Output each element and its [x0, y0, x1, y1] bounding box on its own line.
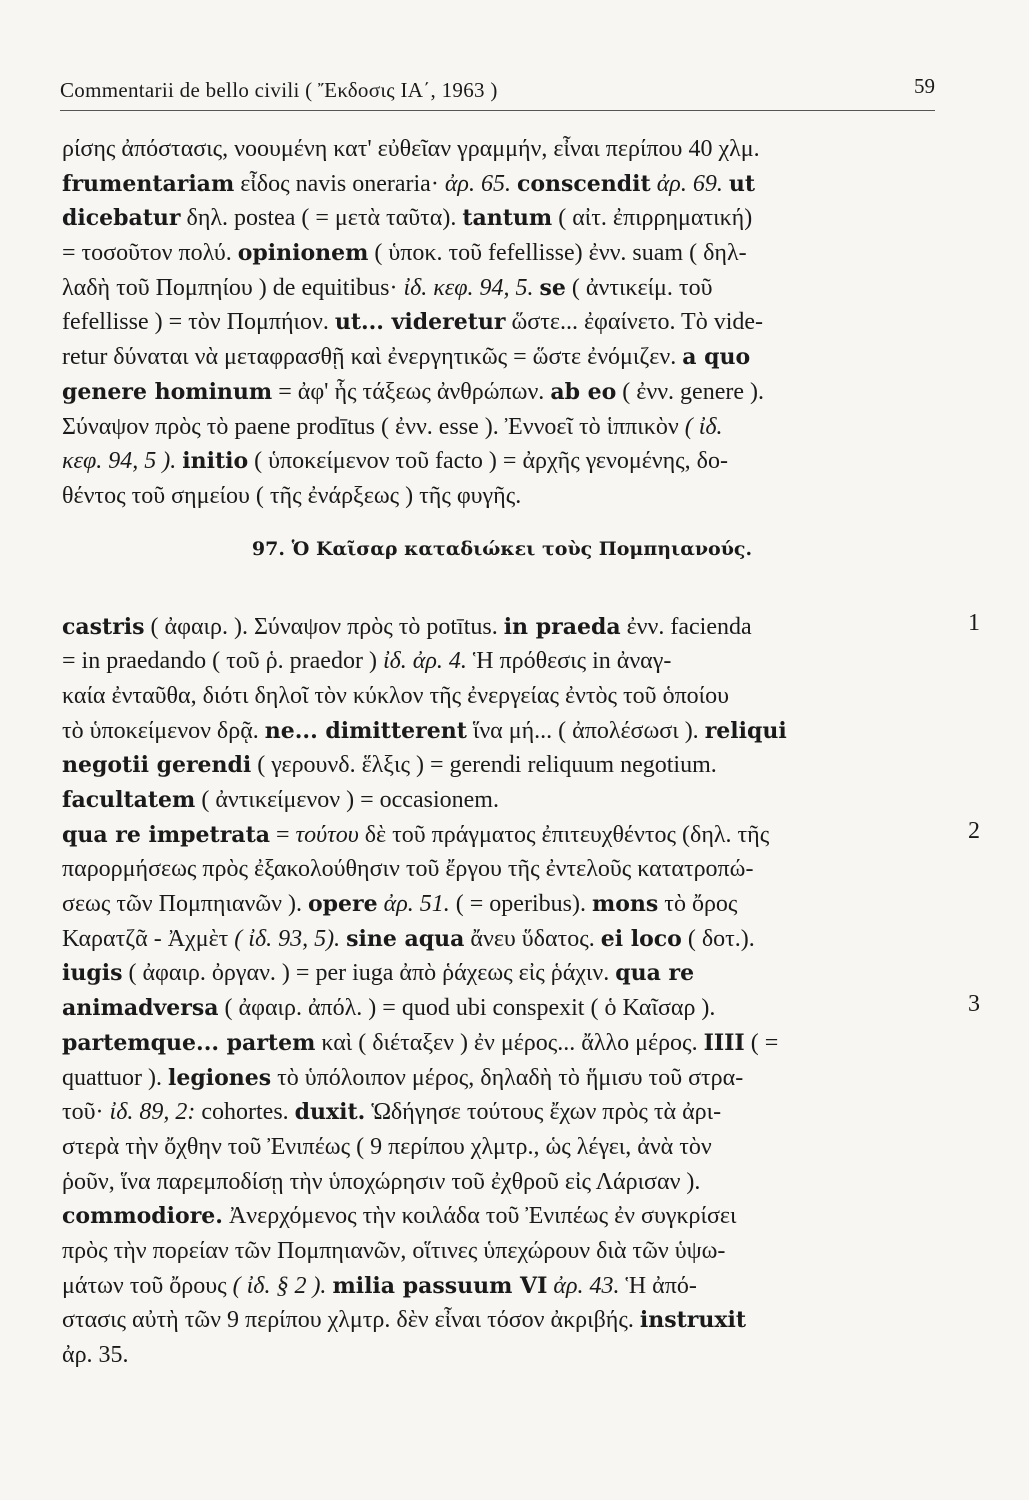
text-line [62, 714, 922, 749]
text-segment: ( ἀφαιρ. ). Σύναψον πρὸς τὸ potītus. [144, 613, 504, 640]
text-segment: ἄνευ ὕδατος. [464, 925, 601, 952]
lemma: facultatem [62, 787, 196, 813]
text-segment: retur δύναται νὰ μεταφρασθῇ καὶ ἐνεργητικῶς = ὥστε ἐνόμιζεν. [62, 344, 683, 371]
text-line [62, 783, 922, 818]
text-line [62, 1338, 922, 1373]
text-segment: λαδὴ τοῦ Πομπηίου ) de equitibus· [62, 274, 404, 301]
text-segment: ῥοῦν, ἵνα παρεμποδίσῃ τὴν ὑποχώρησιν τοῦ ἐχθροῦ εἰς Λάρισαν ). [62, 1168, 701, 1195]
text-line [62, 201, 922, 236]
text-segment: τὸ ὄρος [658, 891, 738, 918]
text-line [62, 479, 922, 514]
text-segment: fefellisse ) = τὸν Πομπήιον. [62, 309, 335, 336]
text-segment: ( ἐνν. genere ). [616, 378, 764, 405]
lemma: dicebatur [62, 205, 181, 232]
text-segment: τὸ ὑποκείμενον δρᾷ. [62, 717, 265, 744]
text-segment: cohortes. [195, 1099, 295, 1126]
lemma: commodiore. [62, 1203, 223, 1230]
lemma: iugis [62, 960, 123, 987]
text-line [62, 644, 922, 679]
text-segment: ( = [744, 1029, 779, 1056]
text-segment: ἐνν. facienda [620, 613, 752, 640]
lemma: sine aqua [346, 925, 465, 952]
lemma: tantum [462, 205, 553, 232]
text-segment: καία ἐνταῦθα, διότι δηλοῖ τὸν κύκλον τῆς ἐνεργείας ἐντὸς τοῦ ὁποίου [62, 682, 730, 709]
text-segment: ὥστε... ἐφαίνετο. Τὸ vide- [505, 309, 764, 336]
lemma: duxit. [294, 1099, 366, 1126]
text-line [62, 1303, 922, 1338]
lemma: se [539, 274, 566, 301]
text-line [62, 1165, 922, 1200]
text-line [62, 340, 922, 375]
text-segment: ( ὑποκείμενον τοῦ facto ) = ἀρχῆς γενομένης, δο- [248, 448, 728, 475]
reference: ( ἰδ. 93, 5). [234, 925, 341, 952]
reference: κεφ. 94, 5 ). [62, 448, 177, 475]
paragraph-2 [62, 609, 980, 1373]
text-segment: ( ἀφαιρ. ὀργαν. ) = per iuga ἀπὸ ῥάχεως εἰς ῥάχιν. [122, 960, 616, 987]
lemma: opere [308, 891, 378, 918]
text-line [62, 991, 922, 1026]
text-segment: θέντος τοῦ σημείου ( τῆς ἐνάρξεως ) τῆς φυγῆς. [62, 482, 522, 509]
lemma: instruxit [639, 1307, 746, 1334]
text-segment: σεως τῶν Πομπηιανῶν ). [62, 891, 308, 918]
text-line [62, 236, 922, 271]
text-segment: Σύναψον πρὸς τὸ paene prodītus ( ἐνν. esse ). Ἐννοεῖ τὸ ἱππικὸν [62, 413, 685, 440]
text-line [62, 167, 922, 202]
lemma: animadversa [62, 995, 219, 1022]
text-segment: ( = operibus). [449, 891, 592, 918]
margin-section-number: 3 [968, 991, 980, 1018]
lemma: milia passuum VI [332, 1272, 548, 1299]
text-segment: = τοσοῦτον πολύ. [62, 240, 238, 267]
text-segment: = in praedando ( τοῦ ῥ. praedor ) [62, 648, 383, 675]
lemma: reliqui [704, 717, 787, 744]
text-segment: ρίσης ἀπόστασις, νοουμένη κατ' εὐθεῖαν γραμμήν, εἶναι περίπου 40 χλμ. [62, 136, 760, 162]
text-line [62, 679, 922, 714]
text-segment: πρὸς τὴν πορείαν τῶν Πομπηιανῶν, οἵτινες ὑπεχώρουν διὰ τῶν ὑψω- [62, 1237, 726, 1264]
text-segment: ( γερουνδ. ἕλξις ) = gerendi reliquum negotium. [251, 752, 717, 779]
text-segment: τὸ ὑπόλοιπον μέρος, δηλαδὴ τὸ ἥμισυ τοῦ στρα- [271, 1064, 744, 1091]
text-segment: Ἀνερχόμενος τὴν κοιλάδα τοῦ Ἐνιπέως ἐν συγκρίσει [222, 1203, 737, 1230]
text-segment: μάτων τοῦ ὄρους [62, 1272, 233, 1299]
lemma: ut... videretur [334, 309, 506, 336]
running-header [60, 70, 935, 111]
text-segment: ( ἀντικείμενον ) = occasionem. [195, 787, 499, 813]
text-line [62, 444, 922, 479]
reference: ἰδ. 89, 2: [109, 1099, 196, 1126]
text-segment: τοῦ· [62, 1099, 110, 1126]
text-line [62, 922, 922, 957]
lemma: ei loco [600, 925, 682, 952]
text-line [62, 818, 922, 853]
text-segment: ( αἰτ. ἐπιρρηματική) [552, 205, 753, 232]
reference: ἀρ. 43. [553, 1272, 620, 1299]
text-line [62, 132, 922, 167]
text-line [62, 1269, 922, 1304]
text-line [62, 956, 922, 991]
text-segment: quattuor ). [62, 1064, 168, 1091]
text-segment: Ἡ πρόθεσις in ἀναγ- [466, 648, 672, 675]
text-segment: ( ἀφαιρ. ἀπόλ. ) = quod ubi conspexit ( ὁ Καῖσαρ ). [218, 995, 716, 1022]
reference: ἰδ. ἀρ. 4. [382, 648, 467, 675]
reference: ( ἰδ. § 2 ). [232, 1272, 327, 1299]
text-line [62, 375, 922, 410]
margin-section-number: 2 [968, 817, 980, 844]
text-segment: δηλ. postea ( = μετὰ ταῦτα). [180, 205, 463, 232]
lemma: a quo [682, 344, 751, 371]
text-segment: στασις αὐτὴ τῶν 9 περίπου χλμτρ. δὲν εἶναι τόσον ἀκριβής. [62, 1307, 640, 1334]
text-segment: καὶ ( διέταξεν ) ἐν μέρος... ἄλλο μέρος. [315, 1029, 704, 1056]
lemma: negotii gerendi [62, 752, 252, 779]
lemma: IIII [703, 1029, 745, 1056]
text-segment: παρορμήσεως πρὸς ἐξακολούθησιν τοῦ ἔργου τῆς ἐντελοῦς κατατροπώ- [62, 856, 754, 883]
body-text [62, 132, 980, 1373]
lemma: frumentariam [62, 170, 235, 197]
lemma: conscendit [516, 170, 651, 197]
reference: ἀρ. 65. [444, 170, 511, 197]
lemma: legiones [167, 1064, 272, 1091]
text-segment: = [269, 821, 296, 848]
lemma: castris [62, 613, 145, 640]
text-segment: Ἡ ἀπό- [619, 1272, 697, 1299]
text-segment: Ὡδήγησε τούτους ἔχων πρὸς τὰ ἀρι- [365, 1099, 722, 1126]
lemma: partemque... partem [62, 1029, 316, 1056]
text-line [62, 410, 922, 445]
reference: ( ἰδ. [684, 413, 723, 440]
text-segment: εἶδος navis oneraria· [234, 170, 445, 197]
text-segment: ( ὑποκ. τοῦ fefellisse) ἐνν. suam ( δηλ- [368, 240, 747, 267]
running-title: Commentarii de bello civili ( Ἔκδοσις ΙΑ΄, 1963 ) [60, 78, 498, 102]
text-line [62, 610, 922, 645]
reference: ἀρ. 69. [656, 170, 723, 197]
lemma: qua re [615, 960, 695, 987]
reference: ἀρ. 51. [383, 891, 450, 918]
lemma: ne... dimitterent [264, 717, 467, 744]
lemma: mons [591, 891, 659, 918]
text-segment: = ἀφ' ἧς τάξεως ἀνθρώπων. [272, 378, 551, 405]
text-segment: ( ἀντικείμ. τοῦ [565, 274, 713, 301]
lemma: ut [728, 170, 755, 197]
text-line [62, 1026, 922, 1061]
text-line [62, 1095, 922, 1130]
margin-section-number: 1 [968, 609, 980, 636]
reference: τούτου [295, 821, 359, 848]
page-number: 59 [914, 74, 935, 98]
text-segment: δὲ τοῦ πράγματος ἐπιτευχθέντος (δηλ. τῆς [358, 821, 770, 848]
text-line [62, 1199, 922, 1234]
reference: ἰδ. κεφ. 94, 5. [403, 274, 534, 301]
lemma: initio [182, 448, 249, 475]
text-segment: στερὰ τὴν ὄχθην τοῦ Ἐνιπέως ( 9 περίπου χλμτρ., ὡς λέγει, ἀνὰ τὸν [62, 1133, 712, 1160]
lemma: in praeda [503, 613, 621, 640]
text-line [62, 1130, 922, 1165]
lemma: genere hominum [62, 378, 273, 405]
text-line [62, 748, 922, 783]
text-segment: Καρατζᾶ - Ἀχμὲτ [62, 925, 235, 952]
text-line [62, 1061, 922, 1096]
section-heading: 97. Ὁ Καῖσαρ καταδιώκει τοὺς Πομπηιανούς. [251, 537, 753, 560]
text-segment: ἵνα μή... ( ἀπολέσωσι ). [466, 717, 705, 744]
text-line [62, 305, 922, 340]
lemma: qua re impetrata [62, 821, 270, 848]
text-line [62, 852, 922, 887]
paragraph-1 [62, 132, 922, 514]
text-line [62, 887, 922, 922]
text-segment: ἀρ. 35. [62, 1342, 129, 1368]
text-line [62, 1234, 922, 1269]
text-segment: ( δοτ.). [681, 925, 755, 952]
text-line [62, 271, 922, 306]
lemma: opinionem [237, 240, 369, 267]
lemma: ab eo [550, 378, 617, 405]
